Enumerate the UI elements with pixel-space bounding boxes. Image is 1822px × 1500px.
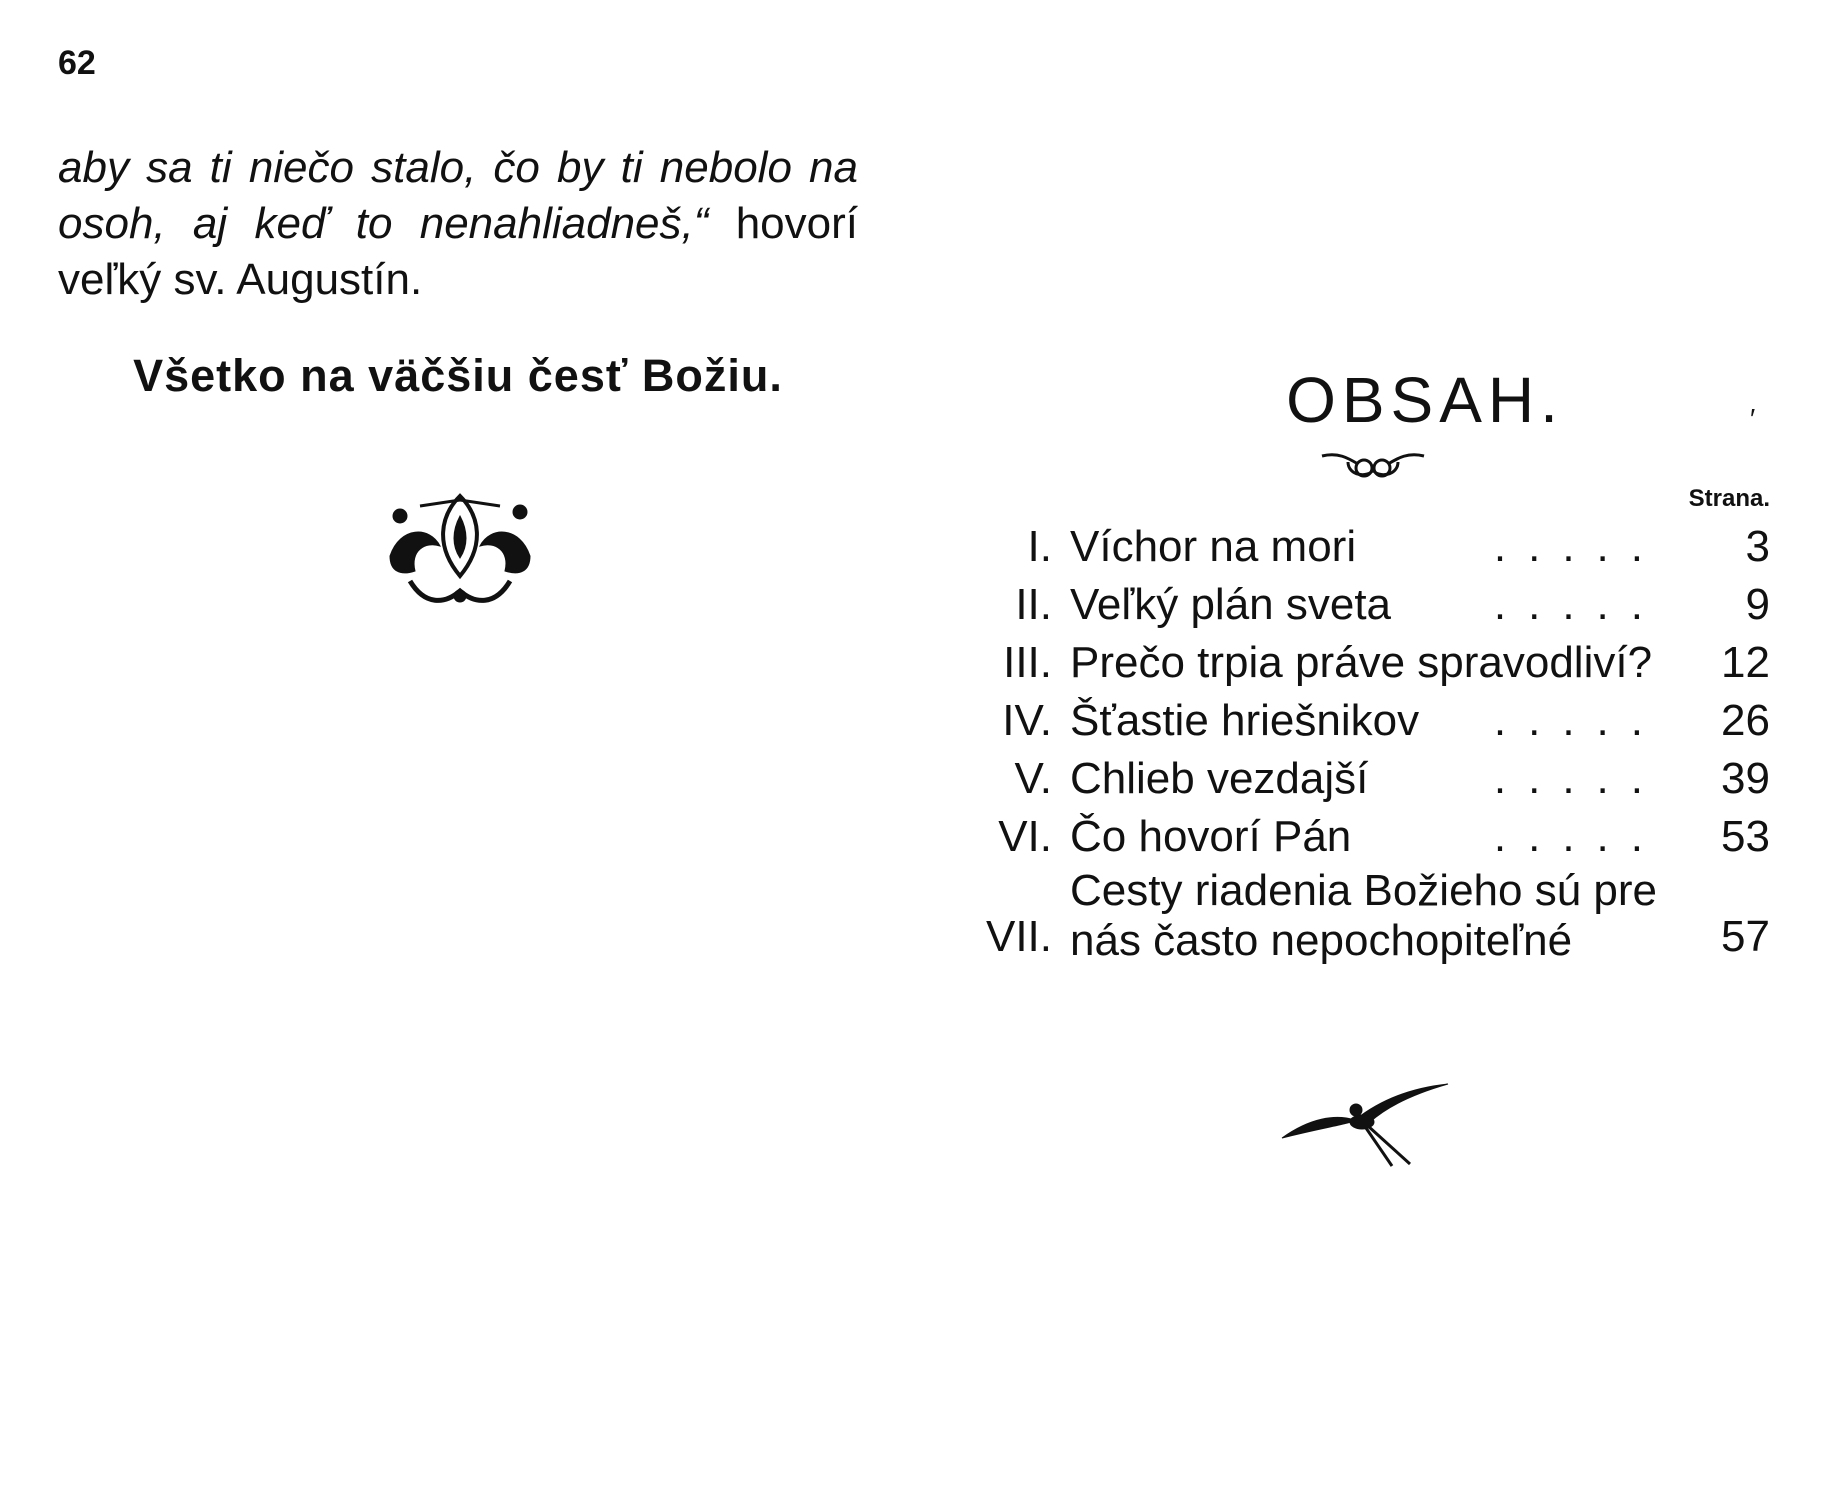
toc-entry-title: Veľký plán sveta: [1070, 580, 1392, 629]
toc-entry: [960, 808, 1770, 866]
toc-entry-title-cell: [1070, 808, 1665, 866]
toc-entry-title-cell: [1070, 692, 1665, 750]
left-page-text: [58, 140, 858, 402]
toc-entry-title-cell: [1070, 634, 1665, 692]
toc-entry-title: Prečo trpia práve spravodliví?: [1070, 638, 1653, 687]
toc-entry: [960, 518, 1770, 576]
toc-entry-title: Šťastie hriešnikov: [1070, 696, 1420, 745]
toc-entry-number: I.: [1027, 522, 1052, 571]
stray-mark: ′: [1750, 403, 1756, 434]
toc-entry-title: Chlieb vezdajší: [1070, 754, 1369, 803]
flourish-icon: [1318, 448, 1428, 482]
page-column-label: Strana.: [1688, 485, 1770, 512]
toc-entry: [960, 576, 1770, 634]
toc-entry: [960, 750, 1770, 808]
swallow-icon: [1280, 1080, 1450, 1170]
toc-entry-title: Čo hovorí Pán: [1070, 812, 1352, 861]
augustine-quote: [58, 140, 858, 308]
toc-entry-page: 53: [1721, 812, 1770, 861]
toc-entry: [960, 634, 1770, 692]
toc-entry-page: 12: [1721, 638, 1770, 687]
toc-dot-leader: .....: [1493, 580, 1665, 629]
floral-ornament-icon: [380, 486, 540, 616]
toc-entry-title-cell: [1070, 866, 1665, 966]
toc-heading: OBSAH.: [1286, 364, 1564, 436]
toc-entry-title-cell: [1070, 750, 1665, 808]
toc-entry-number: III.: [1003, 638, 1052, 687]
toc-entry-page: 39: [1721, 754, 1770, 803]
toc-entry-number: V.: [1014, 754, 1052, 803]
toc-entry-page: 57: [1721, 912, 1770, 961]
table-of-contents: [960, 360, 1770, 966]
page-number: 62: [58, 44, 96, 82]
toc-entry-title-cell: [1070, 576, 1665, 634]
toc-entry-title: Cesty riadenia Božieho sú pre nás často nepochopiteľné: [1070, 866, 1657, 965]
toc-dot-leader: .....: [1493, 812, 1665, 861]
toc-dot-leader: .....: [1493, 696, 1665, 745]
toc-list: [960, 518, 1770, 966]
toc-entry-title-cell: [1070, 518, 1665, 576]
quote-attribution: hovorí veľký sv. Augustín.: [58, 199, 858, 304]
closing-motto: Všetko na väčšiu česť Božiu.: [133, 350, 783, 401]
toc-entry-number: IV.: [1002, 696, 1052, 745]
toc-dot-leader: .....: [1493, 522, 1665, 571]
toc-entry: [960, 692, 1770, 750]
toc-dot-leader: .....: [1493, 754, 1665, 803]
toc-entry-number: VII.: [985, 912, 1052, 961]
toc-entry-number: II.: [1015, 580, 1052, 629]
quote-italic-part: aby sa ti niečo stalo, čo by ti nebolo na osoh, aj keď to nenahliadneš,“: [58, 143, 858, 248]
toc-entry-page: 3: [1745, 522, 1770, 571]
toc-entry-title: Víchor na mori: [1070, 522, 1357, 571]
toc-entry-page: 9: [1745, 580, 1770, 629]
toc-entry: [960, 866, 1770, 966]
toc-entry-page: 26: [1721, 696, 1770, 745]
toc-entry-number: VI.: [998, 812, 1052, 861]
